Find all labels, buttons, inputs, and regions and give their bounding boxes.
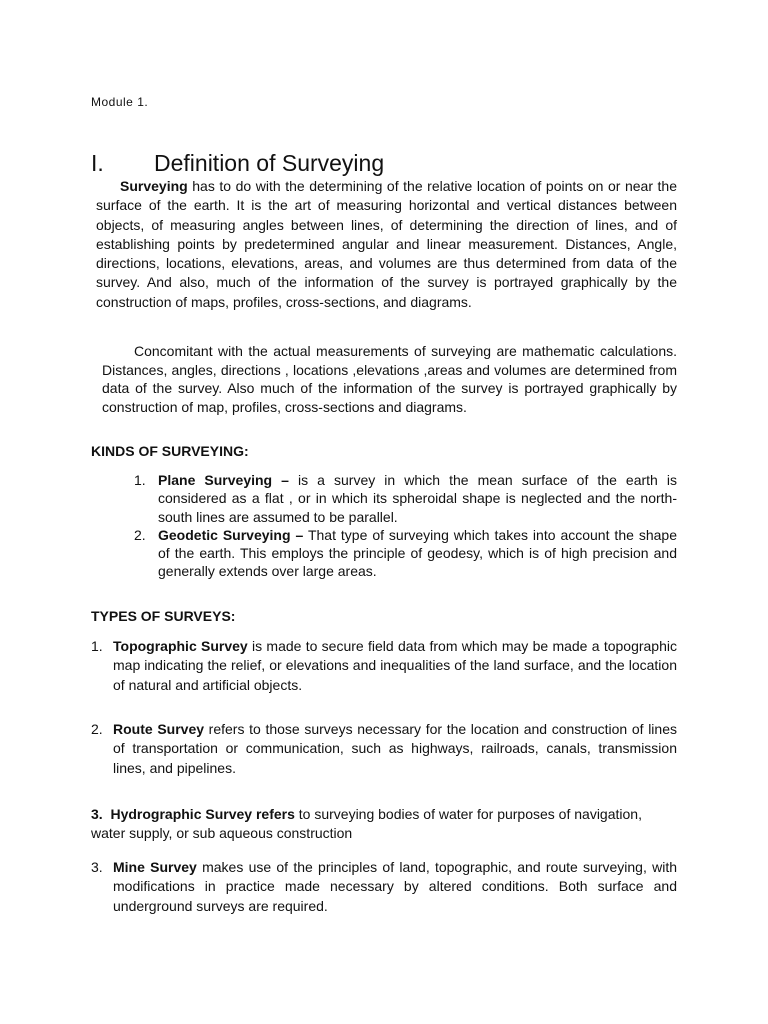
list-item xyxy=(91,637,677,695)
list-term: Plane Surveying – xyxy=(158,472,289,488)
list-term: Route Survey xyxy=(113,721,205,737)
list-number: 1. xyxy=(91,638,103,654)
list-text: to surveying bodies of water for purposes of navigation, water supply, or sub aqueous construction xyxy=(91,806,642,841)
list-term: Mine Survey xyxy=(113,859,197,875)
list-number: 2. xyxy=(91,721,103,737)
list-item xyxy=(91,720,677,778)
heading-number: I. xyxy=(91,150,104,176)
module-label: Module 1. xyxy=(91,95,149,109)
list-number: 1. xyxy=(134,472,146,488)
list-text: refers to those surveys necessary for the location and construction of lines of transportation or communication, such as highways, railroads, canals, transmission lines, and pipelines. xyxy=(113,721,677,776)
list-term: Hydrographic Survey refers xyxy=(110,806,295,822)
list-item xyxy=(91,858,677,916)
list-text: That type of surveying which takes into account the shape of the earth. This employs the principle of geodesy, which is of high precision and generally extends over large areas. xyxy=(158,526,677,580)
list-text: is a survey in which the mean surface of the earth is considered as a flat , or in which its spheroidal shape is neglected and the north-south lines are assumed to be parallel. xyxy=(158,472,678,525)
intro-term: Surveying xyxy=(120,178,188,194)
list-item xyxy=(91,805,677,843)
list-number: 3. xyxy=(91,806,103,822)
list-text: makes use of the principles of land, topographic, and route surveying, with modifications in practice made necessary by altered conditions. Both surface and underground surveys are required. xyxy=(113,859,677,914)
list-number: 2. xyxy=(134,526,146,543)
intro-paragraph xyxy=(96,177,677,312)
kinds-list xyxy=(134,471,678,581)
list-item xyxy=(134,471,678,526)
kinds-title: KINDS OF SURVEYING: xyxy=(91,443,249,459)
intro-text: has to do with the determining of the relative location of points on or near the surface of the earth. It is the art of measuring horizontal and vertical distances between objects, of measuring angles between lines, of determining the direction of lines, and of establishing points by predetermined angular and linear measurement. Distances, Angle, directions, locations, elevations, areas, and volumes are thus determined from data of the survey. And also, much of the information of the survey is portrayed graphically by the construction of maps, profiles, cross-sections, and diagrams. xyxy=(96,178,677,310)
section-heading xyxy=(91,150,384,177)
list-item xyxy=(134,526,677,581)
concomitant-paragraph: Concomitant with the actual measurements of surveying are mathematic calculations. Distances, angles, directions , locations ,elevations ,areas and volumes are determined from data of the survey. Also much of the information of the survey is portrayed graphically by construction of map, profiles, cross-sections and diagrams. xyxy=(102,343,677,415)
types-title: TYPES OF SURVEYS: xyxy=(91,608,236,624)
list-number: 3. xyxy=(91,859,103,875)
list-term: Geodetic Surveying – xyxy=(158,526,304,543)
list-term: Topographic Survey xyxy=(113,638,248,654)
list-text: is made to secure field data from which may be made a topographic map indicating the relief, or elevations and inequalities of the land surface, and the location of natural and artificial objects. xyxy=(113,638,677,693)
heading-title: Definition of Surveying xyxy=(154,150,385,176)
